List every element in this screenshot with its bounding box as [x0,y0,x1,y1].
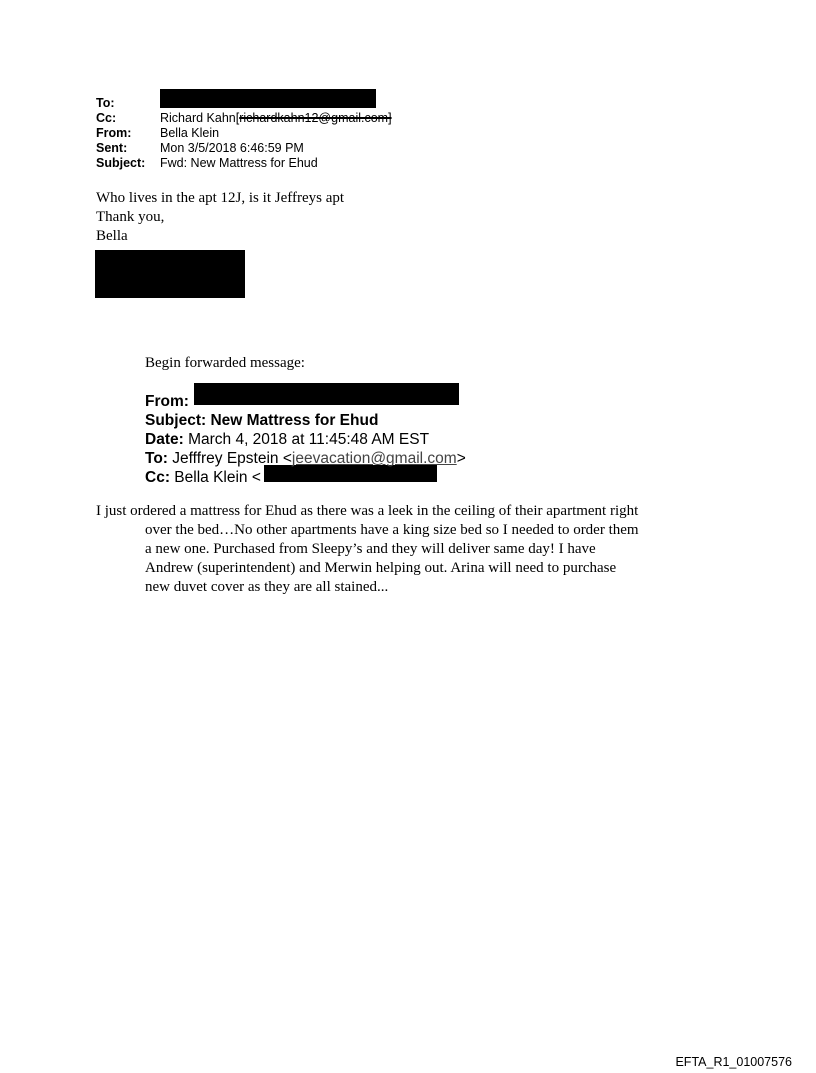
fwd-cc-label: Cc: [145,469,170,486]
cc-row [96,111,392,126]
body-line-2: Thank you, [96,209,165,225]
from-value: Bella Klein [160,126,220,140]
fwd-date-row [145,430,466,449]
cc-email-struck: richardkahn12@gmail.com] [239,111,392,125]
message-line: Andrew (superintendent) and Merwin helping out. Arina will need to purchase [145,560,617,576]
fwd-cc-value: Bella Klein < [174,469,261,486]
message-line: a new one. Purchased from Sleepy’s and they will deliver same day! I have [145,541,596,557]
sent-value: Mon 3/5/2018 6:46:59 PM [160,141,304,155]
document-id: EFTA_R1_01007576 [675,1055,792,1069]
forwarded-message-body [96,502,686,597]
fwd-to-email-link[interactable]: jeevacation@gmail.com [291,450,457,467]
fwd-date-value: March 4, 2018 at 11:45:48 AM EST [188,431,430,448]
from-row [96,126,392,141]
fwd-from-row [145,392,466,411]
fwd-cc-row [145,468,466,487]
subject-value: Fwd: New Mattress for Ehud [160,156,318,170]
forwarded-header [145,392,466,487]
message-line: over the bed…No other apartments have a king size bed so I needed to order them [145,522,639,538]
message-line: new duvet cover as they are all stained... [145,579,389,595]
sent-row [96,141,392,156]
from-label: From: [96,126,132,140]
fwd-to-label: To: [145,450,168,467]
subject-label: Subject: [96,156,146,170]
fwd-from-label: From: [145,393,189,410]
fwd-subject-label: Subject: [145,412,207,429]
email-body [96,189,344,246]
cc-name: Richard Kahn[ [160,111,240,125]
to-label: To: [96,96,115,110]
sent-label: Sent: [96,141,128,155]
signature-redaction [95,250,245,298]
body-line-3: Bella [96,228,128,244]
fwd-subject-row [145,411,466,430]
fwd-to-name: Jefffrey Epstein < [172,450,292,467]
subject-row [96,156,392,171]
forward-intro: Begin forwarded message: [145,355,305,371]
fwd-to-close: > [456,450,466,467]
message-line: I just ordered a mattress for Ehud as there was a leek in the ceiling of their apartment right [96,503,639,519]
fwd-subject-value: New Mattress for Ehud [210,412,379,429]
to-redaction [160,89,376,108]
cc-label: Cc: [96,111,117,125]
fwd-to-row [145,449,466,468]
fwd-date-label: Date: [145,431,184,448]
body-line-1: Who lives in the apt 12J, is it Jeffreys apt [96,190,345,206]
